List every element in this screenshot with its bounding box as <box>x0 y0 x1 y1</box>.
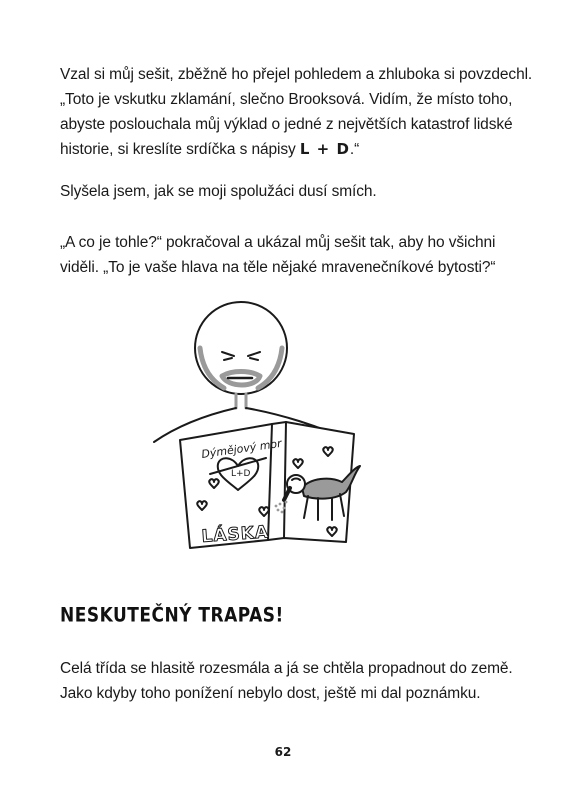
heart-initials: L+D <box>231 469 251 479</box>
page-number: 62 <box>274 745 292 759</box>
teacher-head <box>195 302 287 394</box>
paragraph-1-line-3: abyste poslouchala můj výklad o jedné z největších katastrof lidské <box>60 116 513 133</box>
teacher-neck <box>236 394 246 408</box>
paragraph-3-line-2: viděli. „To je vaše hlava na těle nějaké mravenečníkové bytosti?“ <box>60 259 496 276</box>
paragraph-3 <box>60 230 510 280</box>
paragraph-2-line-1: Slyšela jsem, jak se moji spolužáci dusí smích. <box>60 183 377 200</box>
paragraph-1-line-4-start: historie, si kreslíte srdíčka s nápisy <box>60 141 300 158</box>
paragraph-1-line-2: „Toto je vskutku zklamání, slečno Brooksová. Vidím, že místo toho, <box>60 91 513 108</box>
notebook-title: Dýmějový mor <box>200 436 283 461</box>
paragraph-1-line-1: Vzal si můj sešit, zběžně ho přejel pohledem a zhluboka si povzdechl. <box>60 66 533 83</box>
paragraph-2 <box>60 179 510 204</box>
paragraph-3-line-1: „A co je tohle?“ pokračoval a ukázal můj sešit tak, aby ho všichni <box>60 234 496 251</box>
paragraph-4 <box>60 656 513 706</box>
section-heading: NESKUTEČNÝ TRAPAS! <box>60 604 284 627</box>
notebook-love-word: LÁSKA <box>200 522 270 547</box>
paragraph-1-line-4 <box>60 137 510 162</box>
paragraph-4-line-1: Celá třída se hlasitě rozesmála a já se chtěla propadnout do země. <box>60 660 513 677</box>
paragraph-1-line-4-end: .“ <box>349 141 360 158</box>
paragraph-4-line-2: Jako kdyby toho ponížení nebylo dost, ještě mi dal poznámku. <box>60 685 481 702</box>
teacher-holding-notebook-illustration <box>140 296 370 571</box>
paragraph-1 <box>60 62 533 162</box>
handwritten-initials: L + D <box>299 140 350 158</box>
